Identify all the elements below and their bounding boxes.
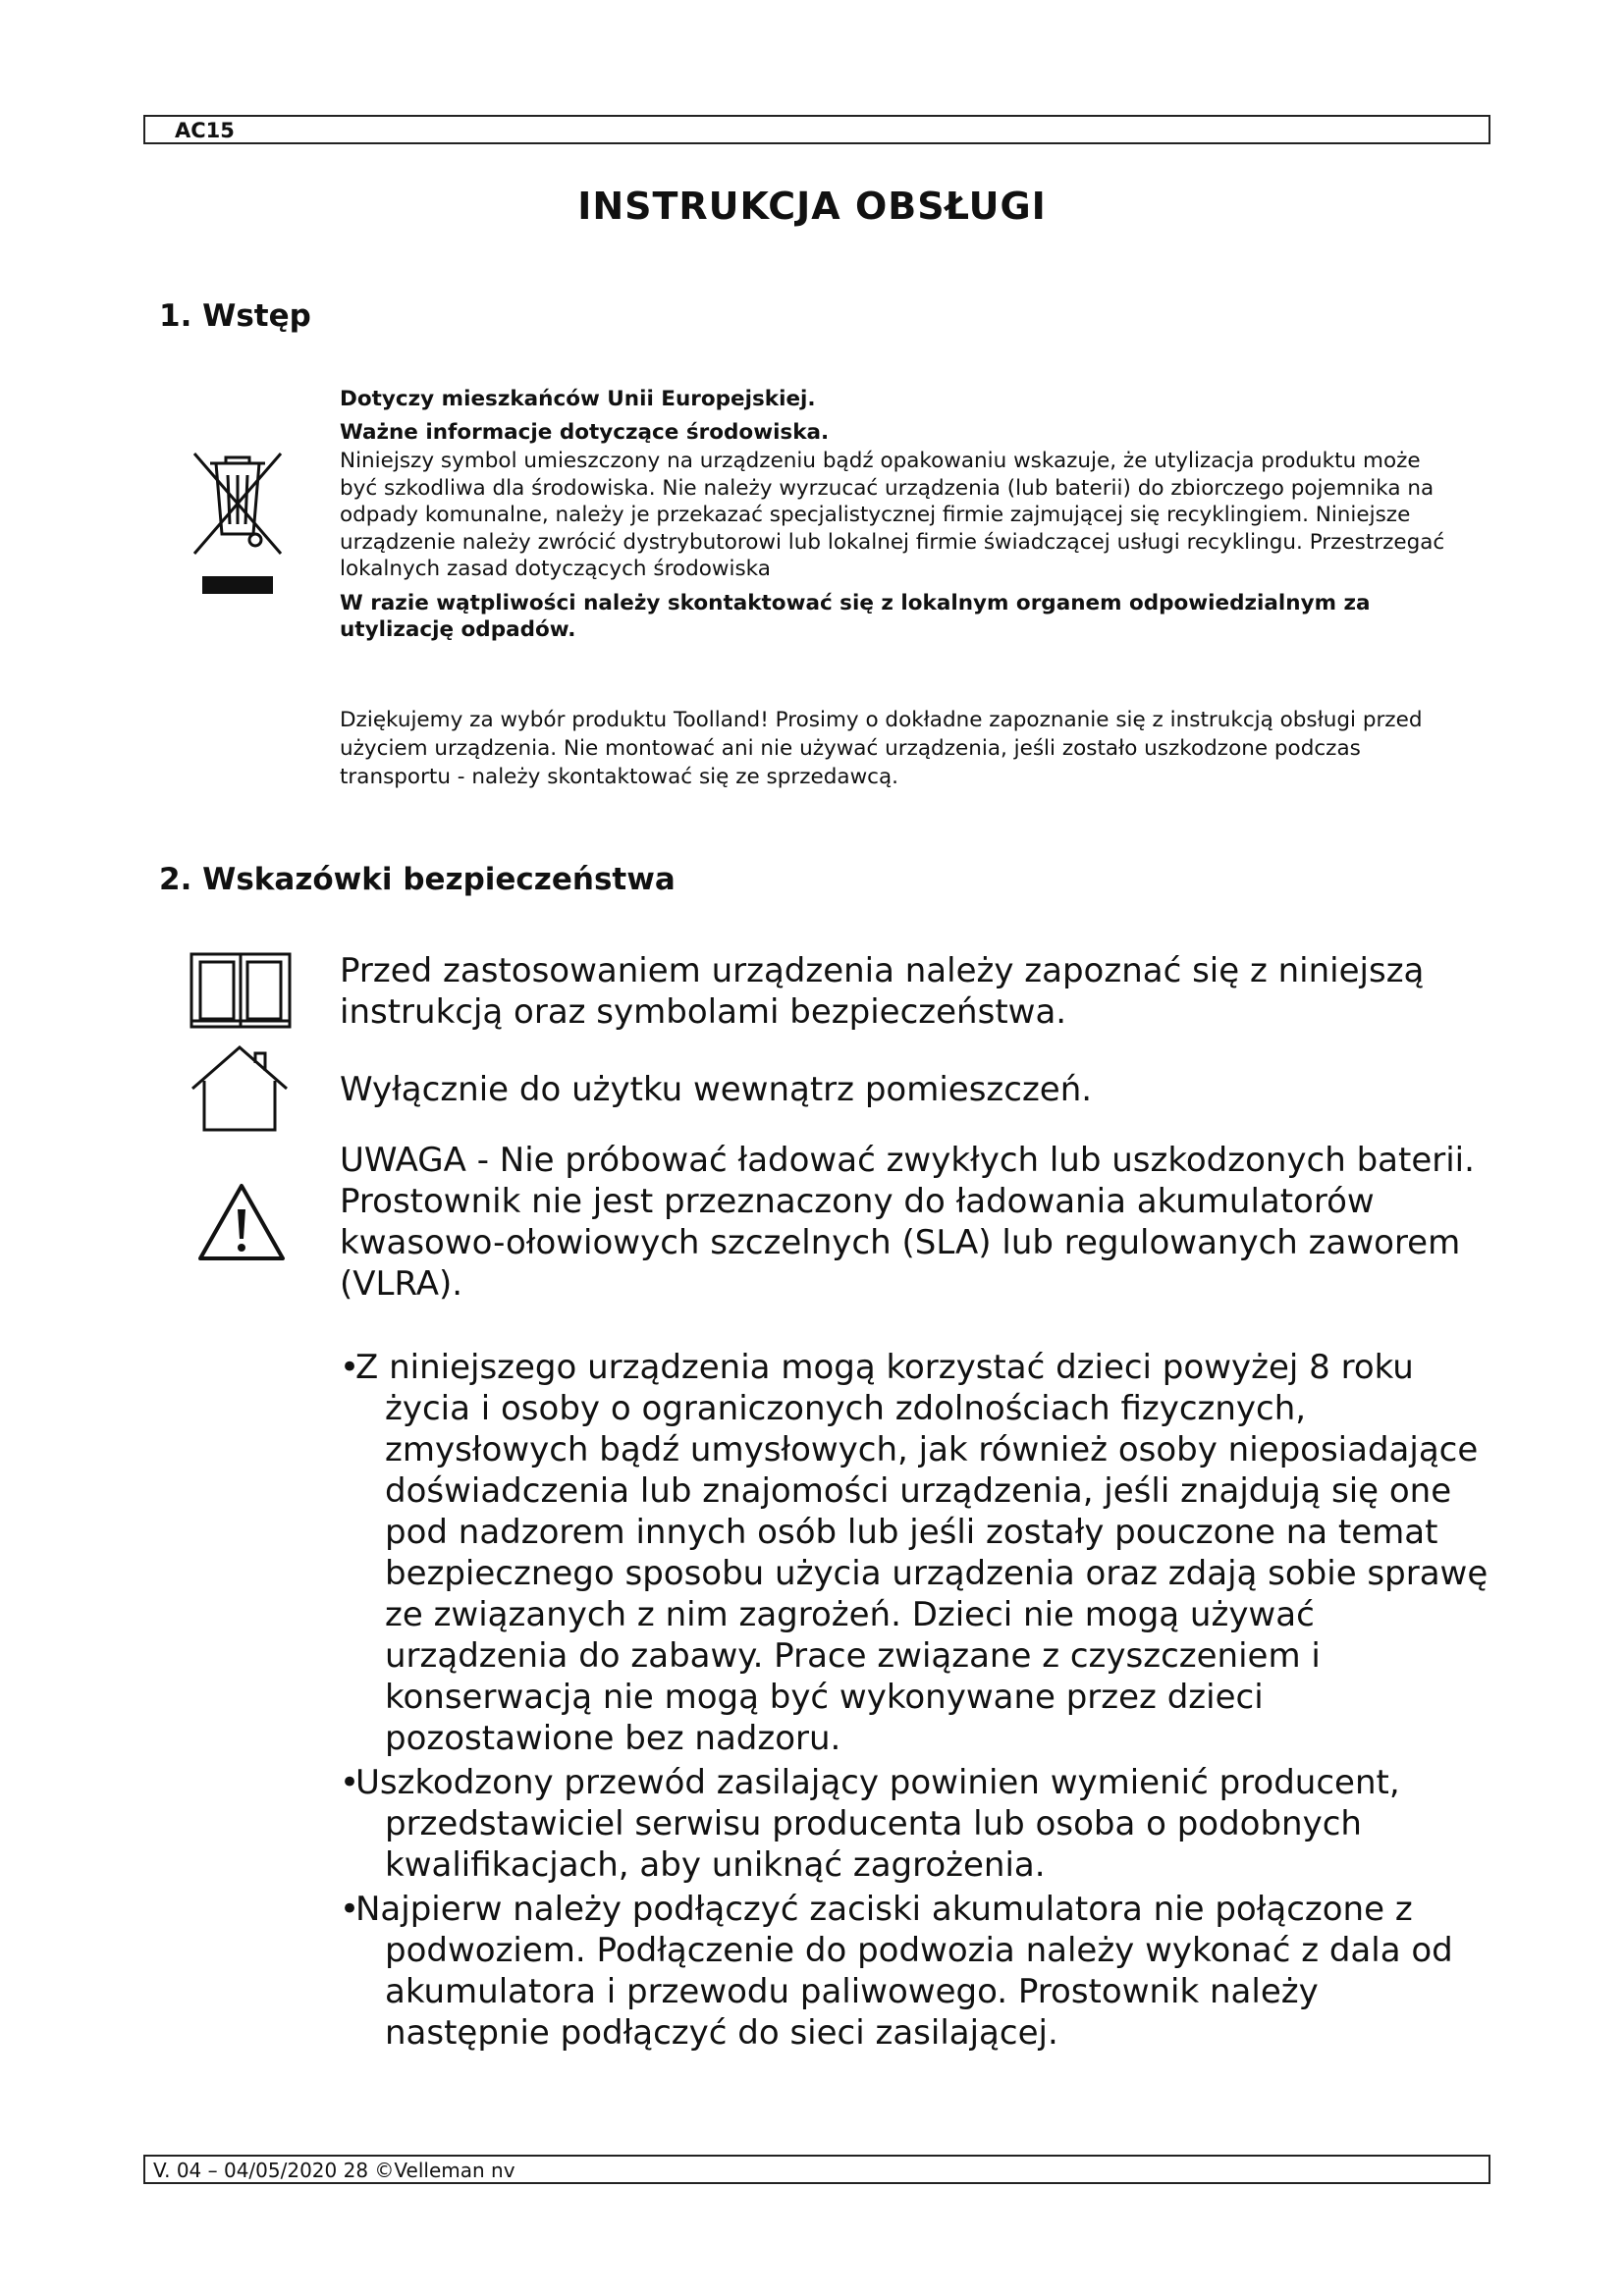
warning-triangle-icon <box>196 1180 287 1262</box>
header-box <box>143 115 1490 144</box>
section-heading-intro: 1. Wstęp <box>159 298 311 334</box>
list-item: • Uszkodzony przewód zasilający powinien wymienić producent, przedstawiciel serwisu producenta lub osoba o podobnych kwalifikacjach, aby uniknąć zagrożenia. <box>340 1762 1489 1886</box>
safety-bullet-list <box>340 1347 1489 2056</box>
weee-notice <box>340 386 1459 644</box>
weee-line1: Dotyczy mieszkańców Unii Europejskiej. <box>340 387 816 411</box>
page-title: INSTRUKCJA OBSŁUGI <box>577 185 1047 228</box>
manual-book-icon <box>189 950 293 1031</box>
thanks-paragraph: Dziękujemy za wybór produktu Toolland! Prosimy o dokładne zapoznanie się z instrukcją obsługi przed użyciem urządzenia. Nie montować ani nie używać urządzenia, jeśli zostało uszkodzone podczas transportu - należy skontaktować się ze sprzedawcą. <box>340 708 1423 789</box>
list-item: • Najpierw należy podłączyć zaciski akumulatora nie połączone z podwoziem. Podłączenie do podwozia należy wykonać z dala od akumulatora i przewodu paliwowego. Prostownik należy następnie podłączyć do sieci zasilającej. <box>340 1889 1489 2054</box>
warning-text: UWAGA - Nie próbować ładować zwykłych lub uszkodzonych baterii. Prostownik nie jest przeznaczony do ładowania akumulatorów kwasowo-ołowiowych szczelnych (SLA) lub regulowanych zaworem (VLRA). <box>340 1141 1475 1304</box>
weee-line2: Ważne informacje dotyczące środowiska. <box>340 419 830 445</box>
footer-box <box>143 2155 1490 2184</box>
weee-body: Niniejszy symbol umieszczony na urządzeniu bądź opakowaniu wskazuje, że utylizacja produktu może być szkodliwa dla środowiska. Nie należy wyrzucać urządzenia (lub baterii) do zbiorczego pojemnika na odpady komunalne, należy je przekazać specjalistycznej firmie zajmującej się recyklingiem. Niniejsze urządzenie należy zwrócić dystrybutorowi lub lokalnej firmie świadczącej usługi recyklingu. Przestrzegać lokalnych zasad dotyczących środowiska <box>340 449 1445 581</box>
weee-bold-note: W razie wątpliwości należy skontaktować się z lokalnym organem odpowiedzialnym za utylizację odpadów. <box>340 590 1371 642</box>
model-label: AC15 <box>175 119 235 142</box>
manual-text: Przed zastosowaniem urządzenia należy zapoznać się z niniejszą instrukcją oraz symbolami bezpieczeństwa. <box>340 951 1425 1032</box>
footer-text: V. 04 – 04/05/2020 28 ©Velleman nv <box>153 2159 515 2182</box>
list-item: • Z niniejszego urządzenia mogą korzystać dzieci powyżej 8 roku życia i osoby o ograniczonych zdolnościach fizycznych, zmysłowych bądź umysłowych, jak również osoby nieposiadające doświadczenia lub znajomości urządzenia, jeśli znajdują się one pod nadzorem innych osób lub jeśli zostały pouczone na temat bezpiecznego sposobu użycia urządzenia oraz zdają sobie sprawę ze związanych z nim zagrożeń. Dzieci nie mogą używać urządzenia do zabawy. Prace związane z czyszczeniem i konserwacją nie mogą być wykonywane przez dzieci pozostawione bez nadzoru. <box>340 1347 1489 1759</box>
indoor-text: Wyłącznie do użytku wewnątrz pomieszczeń. <box>340 1070 1093 1109</box>
indoor-house-icon <box>189 1043 291 1134</box>
weee-bin-icon <box>187 444 289 601</box>
section-heading-safety: 2. Wskazówki bezpieczeństwa <box>159 862 676 897</box>
